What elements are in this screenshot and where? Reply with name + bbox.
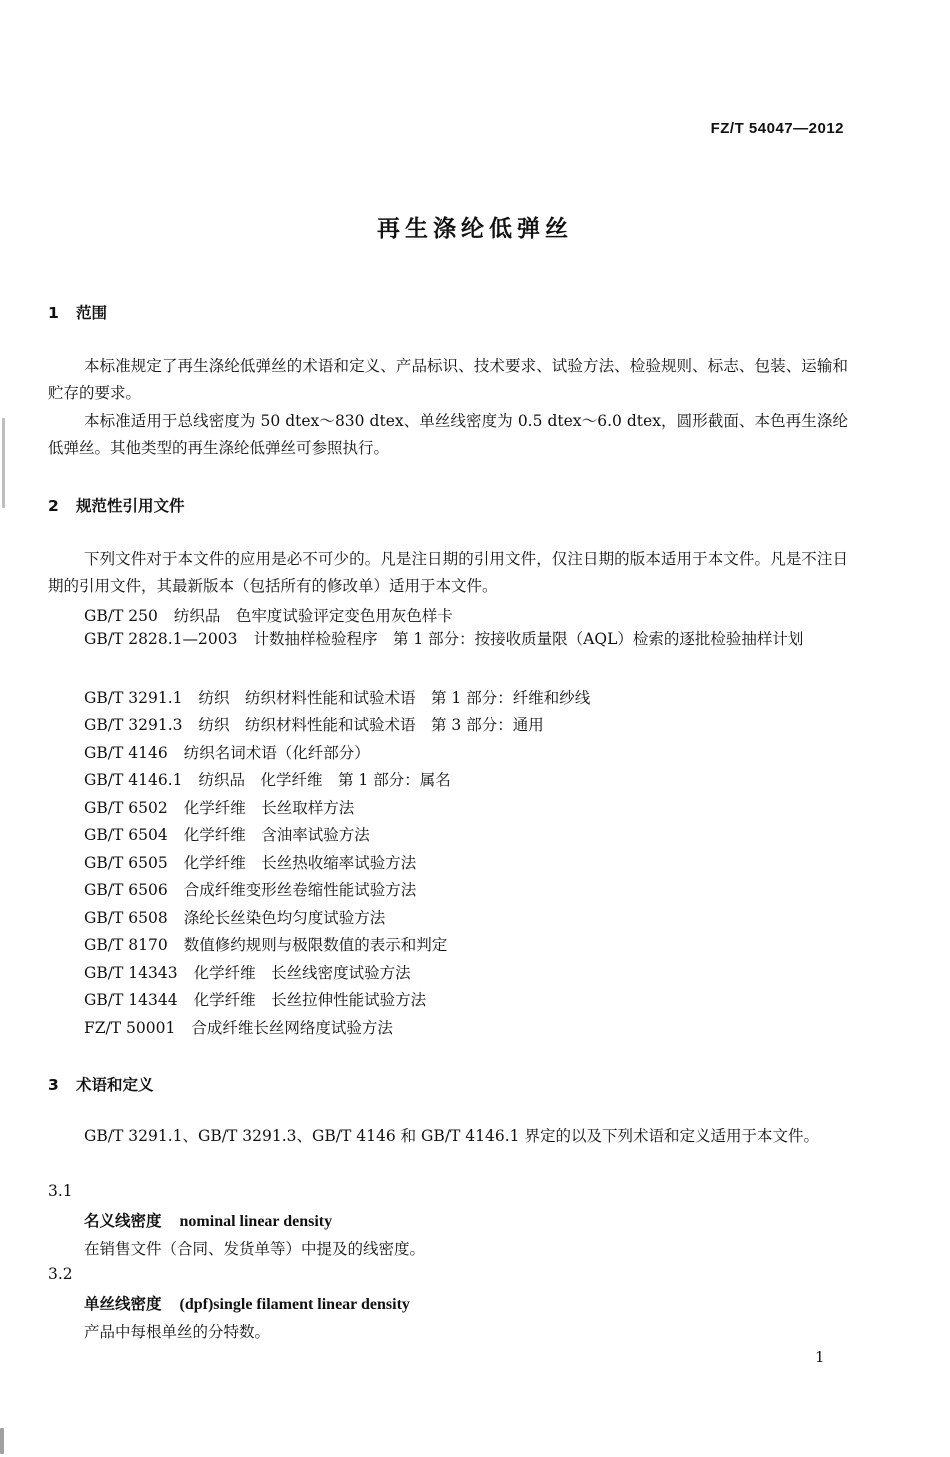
term-heading (84, 1209, 332, 1231)
reference-code: FZ/T 50001 (84, 1019, 176, 1037)
reference-code: GB/T 2828.1—2003 (84, 630, 238, 648)
reference-title: 纺织 纺织材料性能和试验术语 第 1 部分：纤维和纱线 (198, 689, 591, 707)
term-number: 3.1 (48, 1182, 73, 1200)
section-heading-scope (48, 301, 107, 323)
term-definition: 产品中每根单丝的分特数。 (84, 1323, 271, 1341)
section-heading-terms (48, 1073, 154, 1095)
reference-item (84, 713, 544, 735)
reference-code: GB/T 3291.3 (84, 716, 183, 734)
section-heading-normative-references (48, 494, 185, 516)
reference-item (84, 741, 370, 763)
reference-code: GB/T 3291.1 (84, 689, 183, 707)
reference-title: 化学纤维 长丝取样方法 (183, 799, 355, 817)
reference-item (84, 988, 426, 1010)
reference-item (84, 686, 590, 708)
reference-item (84, 1016, 393, 1038)
reference-title: 化学纤维 含油率试验方法 (183, 826, 370, 844)
scan-artifact (2, 418, 5, 508)
term-heading (84, 1292, 410, 1314)
section-title: 术语和定义 (76, 1076, 154, 1094)
terms-intro: GB/T 3291.1、GB/T 3291.3、GB/T 4146 和 GB/T 4146.1 界定的以及下列术语和定义适用于本文件。 (84, 1127, 819, 1145)
reference-code: GB/T 6506 (84, 881, 168, 899)
reference-title: 纺织名词术语（化纤部分） (183, 744, 370, 762)
scan-artifact (0, 1428, 4, 1454)
references-intro: 下列文件对于本文件的应用是必不可少的。凡是注日期的引用文件，仅注日期的版本适用于本文件。凡是不注日期的引用文件，其最新版本（包括所有的修改单）适用于本文件。 (48, 550, 848, 595)
reference-code: GB/T 4146.1 (84, 771, 183, 789)
reference-item (48, 626, 848, 653)
reference-code: GB/T 14344 (84, 991, 178, 1009)
reference-item (84, 796, 354, 818)
section-title: 范围 (76, 304, 108, 322)
term-english: (dpf)single filament linear density (179, 1296, 410, 1313)
term-chinese: 单丝线密度 (84, 1295, 162, 1313)
reference-item (84, 961, 411, 983)
reference-title: 计数抽样检验程序 第 1 部分：按接收质量限（AQL）检索的逐批检验抽样计划 (253, 630, 804, 648)
term-definition: 在销售文件（合同、发货单等）中提及的线密度。 (84, 1240, 426, 1258)
reference-item (84, 823, 370, 845)
reference-item (84, 878, 416, 900)
reference-code: GB/T 6504 (84, 826, 168, 844)
reference-code: GB/T 14343 (84, 964, 178, 982)
reference-code: GB/T 250 (84, 607, 158, 625)
reference-code: GB/T 6508 (84, 909, 168, 927)
reference-title: 涤纶长丝染色均匀度试验方法 (183, 909, 386, 927)
reference-item (84, 851, 416, 873)
reference-item (84, 768, 451, 790)
section-number: 2 (48, 497, 59, 515)
reference-title: 化学纤维 长丝热收缩率试验方法 (183, 854, 417, 872)
reference-item (84, 604, 453, 626)
term-english: nominal linear density (179, 1213, 333, 1230)
term-chinese: 名义线密度 (84, 1212, 162, 1230)
standard-code: FZ/T 54047—2012 (710, 120, 844, 137)
reference-code: GB/T 6502 (84, 799, 168, 817)
reference-title: 纺织 纺织材料性能和试验术语 第 3 部分：通用 (198, 716, 544, 734)
reference-code: GB/T 4146 (84, 744, 168, 762)
reference-title: 合成纤维变形丝卷缩性能试验方法 (183, 881, 417, 899)
term-number: 3.2 (48, 1265, 73, 1283)
reference-code: GB/T 6505 (84, 854, 168, 872)
document-title: 再生涤纶低弹丝 (377, 216, 573, 242)
page-number: 1 (815, 1348, 825, 1366)
reference-title: 数值修约规则与极限数值的表示和判定 (183, 936, 448, 954)
scope-paragraph-2: 本标准适用于总线密度为 50 dtex～830 dtex、单丝线密度为 0.5 dtex～6.0 dtex，圆形截面、本色再生涤纶低弹丝。其他类型的再生涤纶低弹丝可参照执行。 (48, 412, 848, 457)
section-title: 规范性引用文件 (76, 497, 185, 515)
reference-title: 纺织品 色牢度试验评定变色用灰色样卡 (173, 607, 453, 625)
section-number: 3 (48, 1076, 59, 1094)
scope-paragraph-1: 本标准规定了再生涤纶低弹丝的术语和定义、产品标识、技术要求、试验方法、检验规则、标志、包装、运输和贮存的要求。 (48, 357, 848, 402)
reference-item (84, 906, 385, 928)
reference-code: GB/T 8170 (84, 936, 168, 954)
reference-item (84, 933, 447, 955)
reference-title: 合成纤维长丝网络度试验方法 (191, 1019, 393, 1037)
section-number: 1 (48, 304, 59, 322)
reference-title: 纺织品 化学纤维 第 1 部分：属名 (198, 771, 451, 789)
reference-title: 化学纤维 长丝线密度试验方法 (193, 964, 411, 982)
reference-title: 化学纤维 长丝拉伸性能试验方法 (193, 991, 427, 1009)
